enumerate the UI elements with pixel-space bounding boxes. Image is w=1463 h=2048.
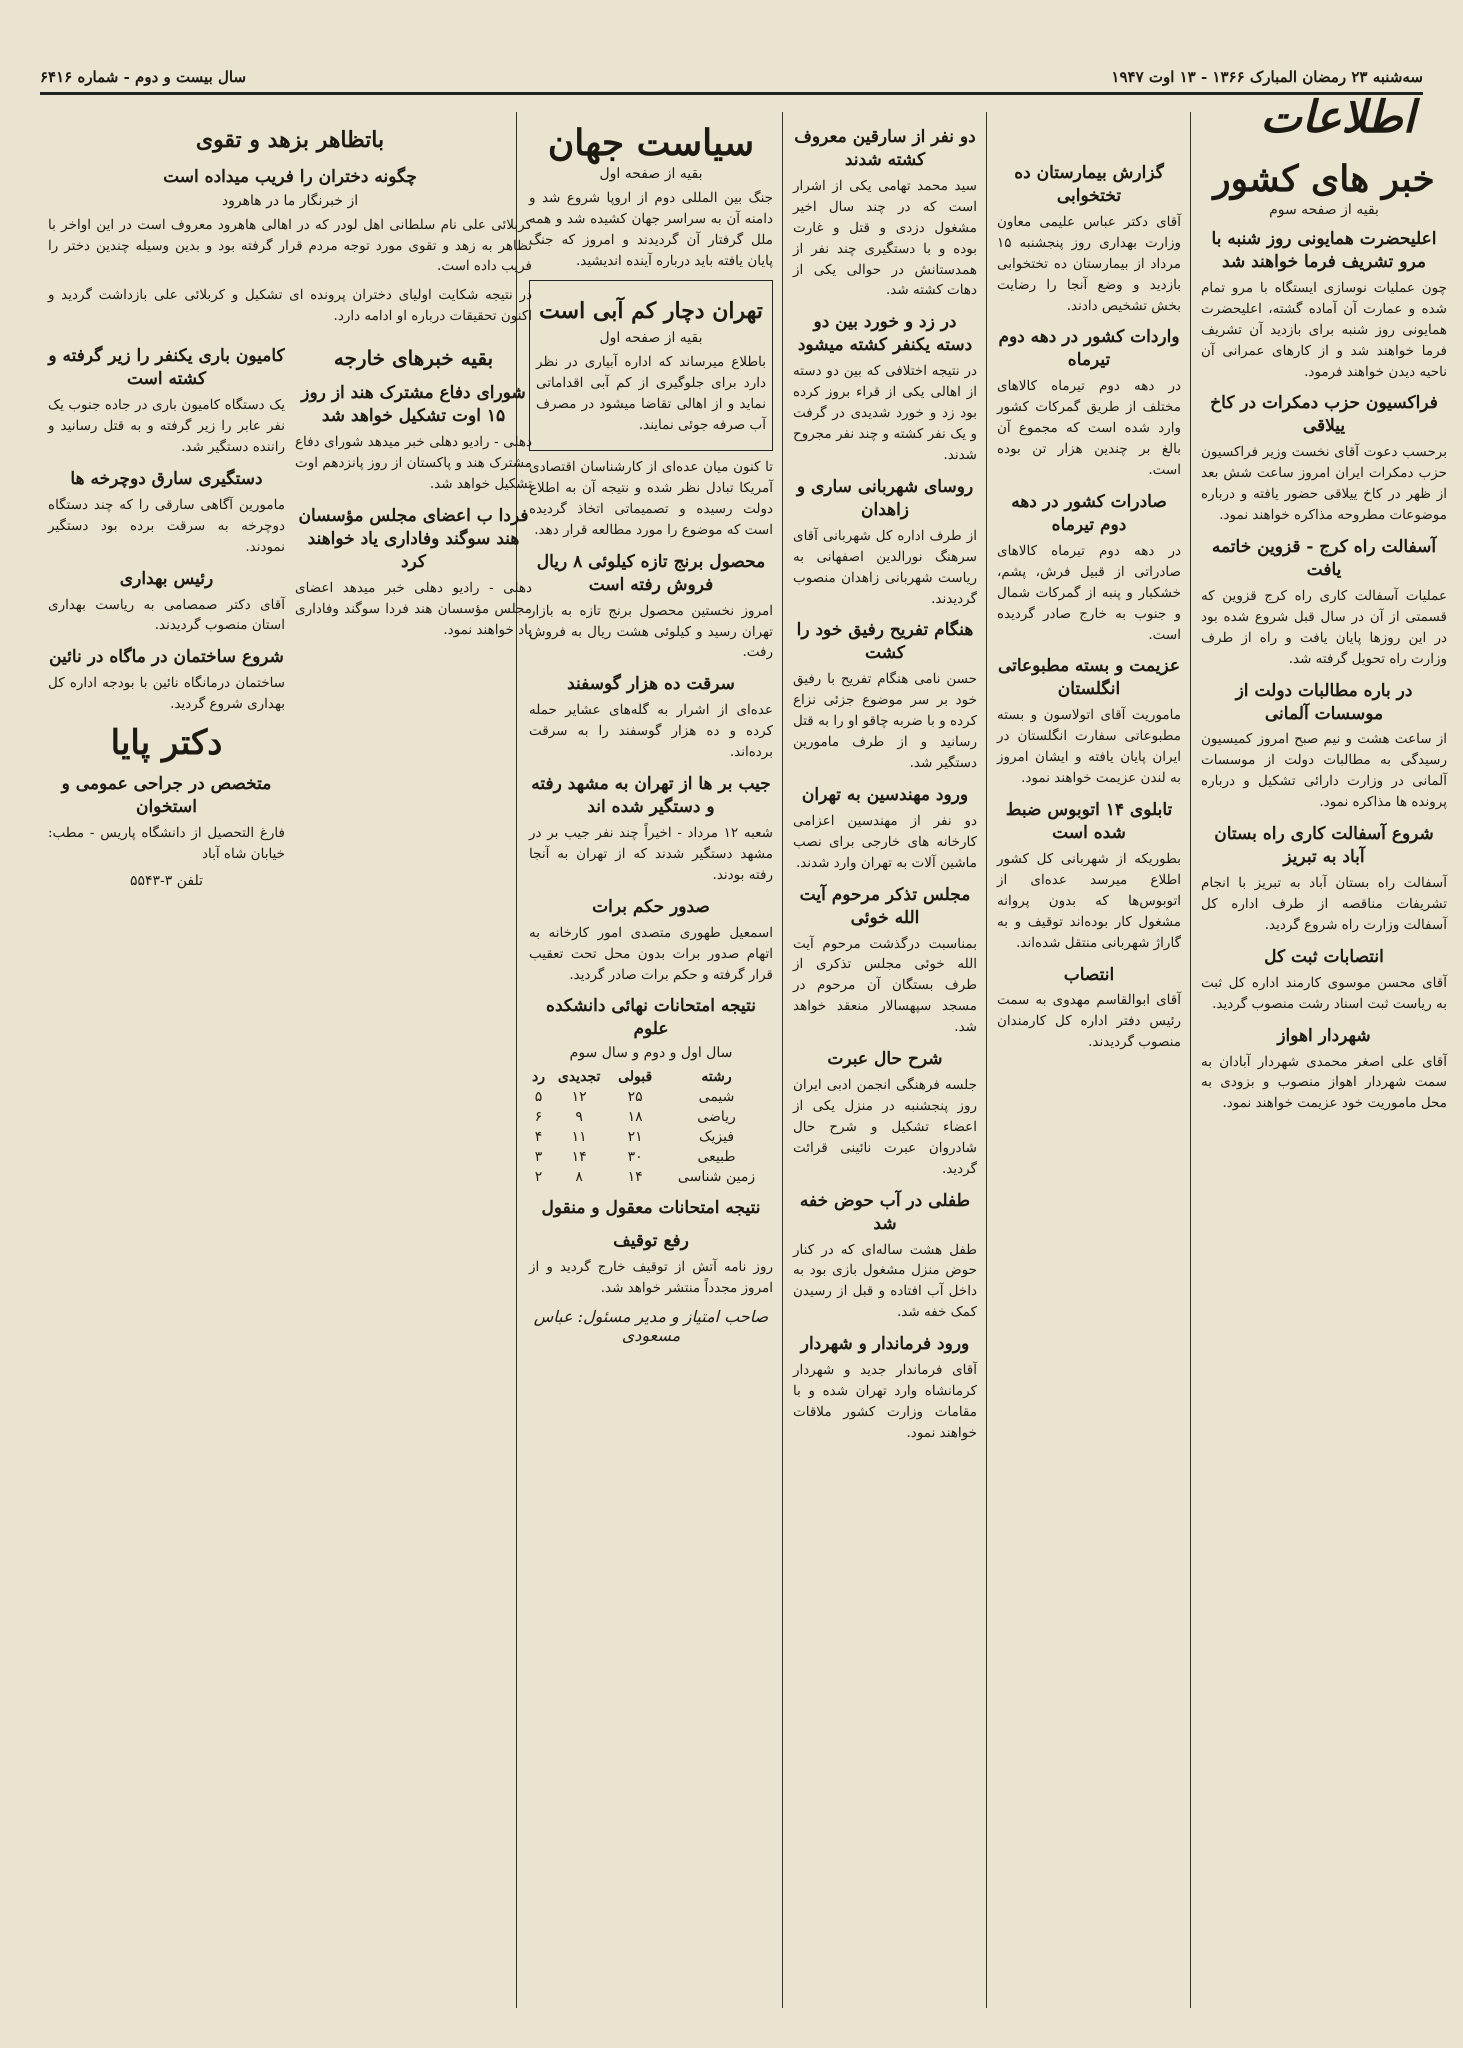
headline: محصول برنج تازه کیلوئی ۸ ریال فروش رفته است bbox=[536, 551, 766, 595]
table-cell: ۲۵ bbox=[627, 1089, 643, 1106]
table-header-cell: رد bbox=[532, 1069, 546, 1086]
article-text: بطوریکه از شهربانی کل کشور اطلاع میرسد عده‌ای از اتوبوس‌ها که بدون پروانه مشغول کار بوده‌اند توقیف و به گاراژ شهربانی منتقل شده‌اند. bbox=[997, 850, 1181, 951]
col6-sub-right bbox=[295, 335, 532, 895]
column-1 bbox=[1193, 148, 1455, 2008]
headline: در باره مطالبات دولت از موسسات آلمانی bbox=[1235, 680, 1413, 724]
article-text: دو نفر از مهندسین اعزامی کارخانه های خارجی برای نصب ماشین آلات به تهران وارد شدند. bbox=[793, 812, 977, 871]
article-text: عده‌ای از اشرار به گله‌های عشایر حمله کرده و ده هزار گوسفند را به سرقت برده‌اند. bbox=[529, 702, 773, 761]
headline: شورای دفاع مشترک هند از روز ۱۵ اوت تشکیل خواهد شد bbox=[301, 383, 526, 427]
article-text: حسن نامی هنگام تفریح با رفیق خود بر سر موضوع جزئی نزاع کرده و با ضربه چاقو او را به قتل رسانید و از طرف مامورین دستگیر شد. bbox=[793, 671, 977, 772]
headline: ورود فرماندار و شهردار bbox=[800, 1334, 970, 1355]
column-6 bbox=[40, 112, 540, 2008]
headline: آسفالت راه کرج - قزوین خاتمه یافت bbox=[1211, 537, 1437, 580]
headline: رفع توقیف bbox=[613, 1231, 689, 1252]
col5-subtitle: بقیه از صفحه اول bbox=[599, 166, 703, 182]
headline: باتظاهر بزهد و تقوی bbox=[195, 127, 385, 153]
doctor-ad-phone: تلفن ۳-۵۵۴۳ bbox=[129, 872, 204, 889]
headline: شروع ساختمان در ماگاه در نائین bbox=[49, 647, 284, 668]
article-text: عملیات آسفالت کاری راه کرج قزوین که قسمتی از آن در سال قبل شروع شده بود در این روزها پایان یافت و راه از طرف وزارت راه تحویل گرفته شد. bbox=[1201, 587, 1447, 667]
article-text: مامورین آگاهی سارقی را که چند دستگاه دوچرخه به سرقت برده بود دستگیر نمودند. bbox=[48, 496, 285, 555]
column-divider bbox=[782, 112, 783, 2008]
table-cell: طبیعی bbox=[697, 1149, 736, 1166]
byline: از خبرنگار ما در هاهرود bbox=[221, 192, 359, 209]
headline: انتصاب bbox=[1063, 964, 1115, 985]
article-text: آسفالت راه بستان آباد به تبریز با انجام تشریفات مناقصه از طرف اداره کل آسفالت وزارت راه شروع گردید. bbox=[1201, 875, 1447, 933]
boxed-article bbox=[529, 280, 773, 451]
column-divider bbox=[1190, 112, 1191, 2008]
table-cell: زمین شناسی bbox=[677, 1169, 756, 1186]
box-subtitle: بقیه از صفحه اول bbox=[599, 330, 703, 347]
headline: نتیجه امتحانات معقول و منقول bbox=[541, 1198, 761, 1219]
col5-title: سیاست جهان bbox=[547, 122, 755, 164]
table-header-cell: قبولی bbox=[618, 1069, 653, 1086]
headline: انتصابات ثبت کل bbox=[1264, 946, 1384, 967]
article-text: دهلی - رادیو دهلی خبر میدهد اعضای مجلس مؤسسان هند فردا سوگند وفاداری یاد خواهند نمود. bbox=[295, 579, 532, 638]
headline: در زد و خورد بین دو دسته یکنفر کشته میشود bbox=[797, 312, 973, 356]
article-text: ساختمان درمانگاه نائین با بودجه اداره کل بهداری شروع گردید. bbox=[48, 675, 285, 713]
headline: بقیه خبرهای خارجه bbox=[333, 346, 494, 371]
article-text: جلسه فرهنگی انجمن ادبی ایران روز پنجشنبه در منزل یکی از اعضاء تشکیل و شرح حال شادروان عبرت نائینی قرائت گردید. bbox=[793, 1077, 977, 1177]
col1-subtitle: بقیه از صفحه سوم bbox=[1269, 202, 1379, 218]
column-divider bbox=[986, 112, 987, 2008]
headline: طفلی در آب حوض خفه شد bbox=[799, 1190, 971, 1234]
table-cell: ۸ bbox=[575, 1169, 583, 1186]
headline: شروع آسفالت کاری راه بستان آباد به تبریز bbox=[1214, 824, 1434, 868]
doctor-ad-name: دکتر پایا bbox=[110, 723, 223, 764]
headline: فردا ب اعضای مجلس مؤسسان هند سوگند وفاداری یاد خواهند کرد bbox=[298, 505, 529, 572]
table-header-cell: رشته bbox=[701, 1069, 732, 1086]
headline: هنگام تفریح رفیق خود را کشت bbox=[796, 620, 974, 664]
table-row bbox=[529, 1167, 773, 1187]
table-cell: ۱۲ bbox=[571, 1089, 587, 1106]
article-text: تا کنون میان عده‌ای از کارشناسان اقتصادی آمریکا تبادل نظر شده و نتیجه آن به اطلاع دولت رسیده و تصمیماتی اتخاذ گردیده است که موضوع را مورد مطالعه قرار دهد. bbox=[529, 459, 773, 538]
table-cell: ۵ bbox=[534, 1089, 543, 1106]
article-text: شعبه ۱۲ مرداد - اخیراً چند نفر جیب بر در مشهد دستگیر شدند که از تهران به آنجا رفته بودند. bbox=[529, 824, 773, 883]
column-5 bbox=[521, 112, 781, 2008]
table-cell: ۲۱ bbox=[627, 1129, 643, 1146]
headline: سرقت ده هزار گوسفند bbox=[567, 674, 735, 695]
headline: تابلوی ۱۴ اتوبوس ضبط شده است bbox=[1005, 800, 1173, 843]
table-cell: ۳ bbox=[534, 1149, 543, 1166]
headline: دو نفر از سارقین معروف کشته شدند bbox=[794, 127, 976, 170]
table-cell: ۱۸ bbox=[627, 1109, 643, 1126]
headline: کامیون باری یکنفر را زیر گرفته و کشته است bbox=[48, 346, 285, 390]
headline: جیب بر ها از تهران به مشهد رفته و دستگیر شده اند bbox=[531, 774, 771, 818]
article-text: از طرف اداره کل شهربانی آقای سرهنگ نورالدین اصفهانی به ریاست شهربانی زاهدان منصوب گردیدند. bbox=[793, 527, 977, 607]
article-text: طفل هشت ساله‌ای که در کنار حوض منزل مشغول بازی بود به داخل آب افتاده و قبل از رسیدن کمک خفه شد. bbox=[793, 1241, 977, 1321]
doctor-ad-specialty: متخصص در جراحی عمومی و استخوان bbox=[61, 774, 272, 818]
article-text: آقای ابوالقاسم مهدوی به سمت رئیس دفتر اداره کل کارمندان منصوب گردیدند. bbox=[997, 992, 1181, 1051]
col6-sub-grid bbox=[48, 335, 532, 895]
article-text: باطلاع میرساند که اداره آبیاری در نظر دارد برای جلوگیری از کم آبی اقداماتی نماید و از اهالی تقاضا میشود در مصرف آب صرفه جوئی نمایند. bbox=[536, 354, 766, 434]
table-cell: ۱۴ bbox=[571, 1149, 587, 1166]
article-text: کربلائی علی نام سلطانی اهل لودر که در اهالی هاهرود معروف است در این اواخر با تظاهر به زهد و تقوی مورد توجه مردم قرار گرفته بود و بدین وسیله چندین دختر را فریب داده است. bbox=[48, 216, 532, 275]
table-row bbox=[529, 1147, 773, 1167]
article-text: آقای محسن موسوی کارمند اداره کل ثبت به ریاست ثبت اسناد رشت منصوب گردید. bbox=[1201, 974, 1447, 1012]
table-header-cell: تجدیدی bbox=[557, 1069, 601, 1086]
headline: دستگیری سارق دوچرخه ها bbox=[70, 468, 263, 489]
column-2 bbox=[989, 148, 1189, 2008]
headline: عزیمت و بسته مطبوعاتی انگلستان bbox=[997, 656, 1181, 700]
headline: فراکسیون حزب دمکرات در کاخ ییلاقی bbox=[1210, 393, 1438, 437]
article-text: در دهه دوم تیرماه کالاهای مختلف از طریق گمرکات کشور وارد شده است که مجموع آن بالغ بر چندین هزار تن بوده است. bbox=[997, 378, 1181, 479]
table-cell: ۹ bbox=[575, 1109, 583, 1126]
article-text: سید محمد تهامی یکی از اشرار است که در چند سال اخیر مشغول دزدی و قتل و غارت بوده و با دستگیری چند نفر از همدستانش در حوالی یکی از دهات کشته شد. bbox=[793, 177, 977, 299]
table-cell: فیزیک bbox=[698, 1129, 735, 1146]
headline: گزارش بیمارستان ده تختخوابی bbox=[1014, 163, 1164, 206]
headline: شهردار اهواز bbox=[1277, 1025, 1371, 1046]
table-cell: شیمی bbox=[698, 1089, 735, 1106]
col6-sub-left bbox=[48, 335, 285, 895]
table-row bbox=[529, 1127, 773, 1147]
headline: تهران دچار کم آبی است bbox=[539, 297, 763, 324]
table-cell: ۱۴ bbox=[627, 1169, 643, 1186]
headline: روسای شهربانی ساری و زاهدان bbox=[796, 476, 974, 520]
article-text: آقای علی اصغر محمدی شهردار آبادان به سمت شهردار اهواز منصوب و بزودی به محل ماموریت خود عزیمت خواهند نمود. bbox=[1201, 1053, 1447, 1112]
headline: ورود مهندسین به تهران bbox=[801, 784, 969, 805]
table-row bbox=[529, 1087, 773, 1107]
headline: واردات کشور در دهه دوم تیرماه bbox=[998, 327, 1180, 371]
article-text: اسمعیل طهوری متصدی امور کارخانه به اتهام صدور برات بدون محل تحت تعقیب قرار گرفته و حکم برات صادر گردید. bbox=[529, 924, 773, 983]
article-text: از ساعت هشت و نیم صبح امروز کمیسیون رسیدگی به مطالبات دولت از موسسات آلمانی در وزارت دارائی تشکیل و درباره پرونده ها مذاکره نمود. bbox=[1201, 731, 1447, 811]
table-cell: ۲ bbox=[534, 1169, 543, 1186]
article-text: آقای دکتر عباس علیمی معاون وزارت بهداری روز پنجشنبه ۱۵ مرداد از بیمارستان ده تختخوابی بازدید و وضع آنجا را رضایت بخش تشخیص دادند. bbox=[997, 213, 1181, 314]
article-text: جنگ بین المللی دوم از اروپا شروع شد و دامنه آن به سراسر جهان کشیده شد و همه ملل گرفتار آن گردیدند و امروز که جنگ پایان یافته باید درباره آینده اندیشید. bbox=[529, 190, 773, 269]
top-rule bbox=[40, 92, 1423, 95]
table-row bbox=[529, 1107, 773, 1127]
article-text: یک دستگاه کامیون باری در جاده جنوب یک نفر عابر را زیر گرفته و به قتل رسانید و راننده دستگیر شد. bbox=[48, 397, 285, 455]
publisher-signature: صاحب امتیاز و مدیر مسئول: عباس مسعودی bbox=[533, 1307, 769, 1346]
table-cell: ۴ bbox=[534, 1129, 543, 1146]
headline: شرح حال عبرت bbox=[827, 1049, 943, 1070]
article-text: برحسب دعوت آقای نخست وزیر فراکسیون حزب دمکرات ایران امروز ساعت شش بعد از ظهر در کاخ ییلاقی حضور یافته و درباره موضوعات مطروحه مذاکره خواهند نمود. bbox=[1201, 444, 1447, 524]
article-text: چون عملیات نوسازی ایستگاه با مرو تمام شده و عمارت آن آماده گشته، اعلیحضرت همایونی روز شنبه برای بازدید آن تشریف فرما خواهند شد و از کارهای عمرانی آن ناحیه دیدن خواهند فرمود. bbox=[1201, 279, 1447, 380]
headline: نتیجه امتحانات نهائی دانشکده علوم bbox=[546, 996, 756, 1040]
article-text: بمناسبت درگذشت مرحوم آیت الله خوئی مجلس تذکری از طرف بستگان آن مرحوم در مسجد سپهسالار منعقد خواهد شد. bbox=[793, 935, 977, 1036]
article-text: در نتیجه شکایت اولیای دختران پرونده ای تشکیل و کربلائی علی بازداشت گردید و اکنون تحقیقات درباره او ادامه دارد. bbox=[48, 287, 532, 325]
article-text: امروز نخستین محصول برنج تازه به بازار تهران رسید و کیلوئی هشت ریال به فروش رفت. bbox=[529, 602, 773, 661]
exam-results-table bbox=[529, 1067, 773, 1187]
headline: صدور حکم برات bbox=[592, 896, 710, 917]
col1-title: خبر های کشور bbox=[1213, 158, 1435, 200]
article-text: در دهه دوم تیرماه کالاهای صادراتی از قبیل فرش، پشم، خشکبار و پنبه از گمرکات شمال و جنوب به خارج صادر گردیده است. bbox=[997, 542, 1181, 643]
table-cell: ۱۱ bbox=[571, 1129, 587, 1146]
article-text: دهلی - رادیو دهلی خبر میدهد شورای دفاع مشترک هند و پاکستان از روز پانزدهم اوت تشکیل خواهد شد. bbox=[295, 434, 532, 492]
column-3 bbox=[785, 112, 985, 2008]
exam-subtitle: سال اول و دوم و سال سوم bbox=[569, 1045, 733, 1062]
header-line bbox=[40, 68, 1423, 86]
doctor-ad-address: فارغ التحصیل از دانشگاه پاریس - مطب: خیابان شاه آباد bbox=[48, 825, 285, 862]
headline: صادرات کشور در دهه دوم تیرماه bbox=[1011, 491, 1167, 535]
article-text: در نتیجه اختلافی که بین دو دسته از اهالی یکی از قراء بروز کرده بود زد و خورد شدیدی در گرفت و یک نفر کشته و چند نفر مجروح شدند. bbox=[793, 363, 977, 463]
subheadline: چگونه دختران را فریب میداده است bbox=[163, 166, 417, 187]
headline: اعلیحضرت همایونی روز شنبه با مرو تشریف فرما خواهند شد bbox=[1211, 229, 1437, 272]
masthead: اطلاعات bbox=[1260, 92, 1415, 143]
article-text: آقای دکتر صمصامی به ریاست بهداری استان منصوب گردیدند. bbox=[48, 596, 285, 634]
article-text: روز نامه آتش از توقیف خارج گردید و از امروز مجدداً منتشر خواهد شد. bbox=[529, 1259, 773, 1297]
header-date: سه‌شنبه ۲۳ رمضان المبارک ۱۳۶۶ - ۱۳ اوت ۱۹۴۷ bbox=[1111, 68, 1423, 86]
table-cell: ریاضی bbox=[697, 1109, 736, 1126]
article-text: ماموریت آقای اتولاسون و بسته مطبوعاتی سفارت انگلستان در ایران پایان یافته و ایشان امروز به لندن عزیمت خواهند نمود. bbox=[997, 707, 1181, 787]
headline: مجلس تذکر مرحوم آیت الله خوئی bbox=[799, 884, 971, 928]
headline: رئیس بهداری bbox=[119, 568, 214, 589]
table-cell: ۶ bbox=[534, 1109, 543, 1126]
header-issue: سال بیست و دوم - شماره ۶۴۱۶ bbox=[40, 68, 247, 86]
article-text: آقای فرماندار جدید و شهردار کرمانشاه وارد تهران شده و با مقامات وزارت کشور ملاقات خواهند نمود. bbox=[793, 1362, 977, 1441]
table-cell: ۳۰ bbox=[627, 1149, 643, 1166]
